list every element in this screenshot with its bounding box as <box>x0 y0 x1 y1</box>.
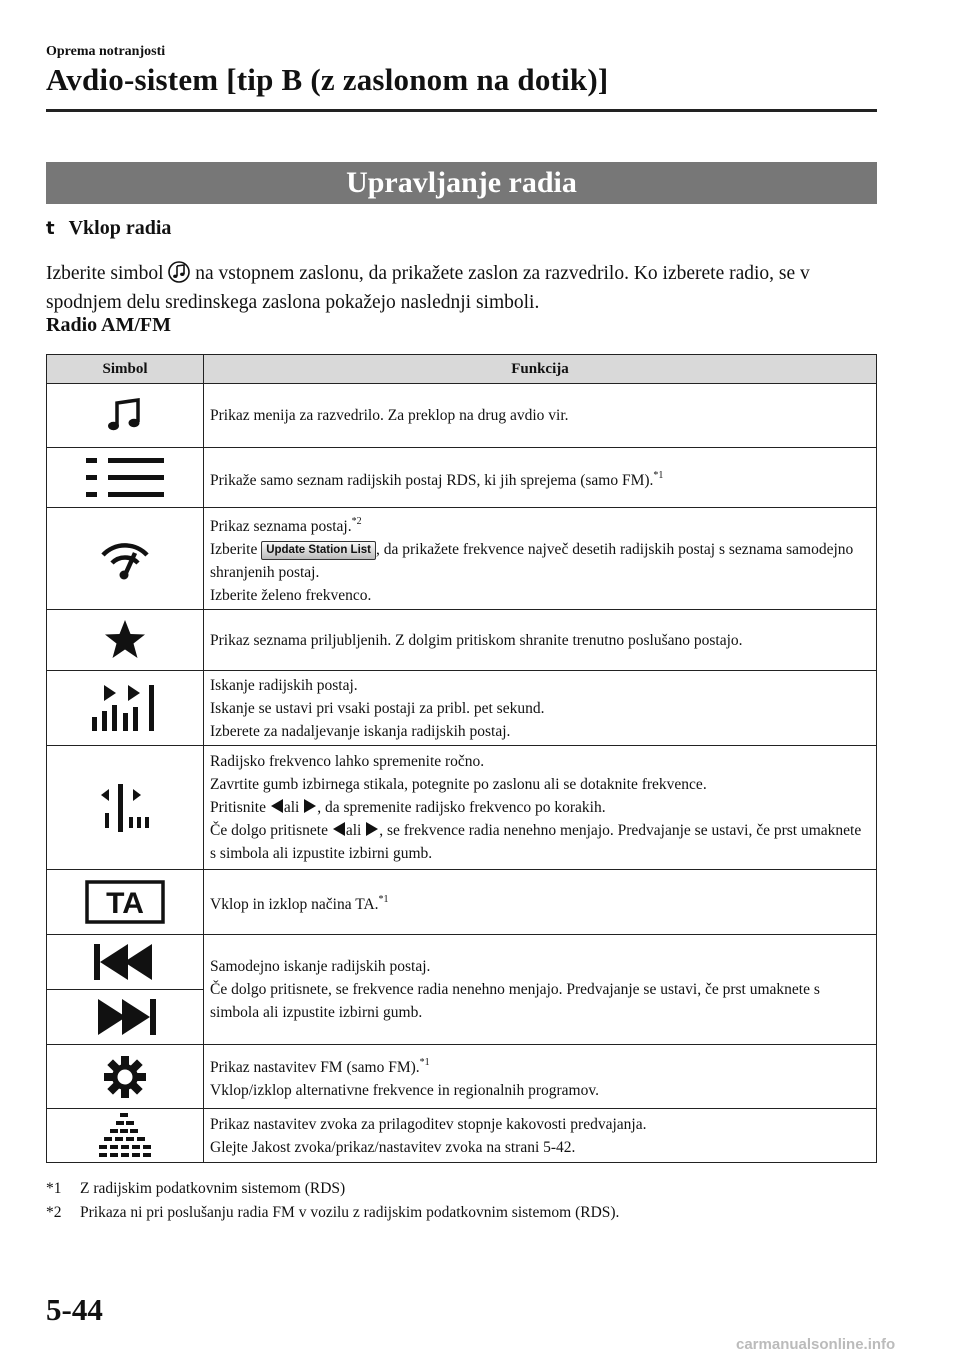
footnote-ref: *1 <box>653 469 664 481</box>
symbol-cell <box>47 610 204 671</box>
row-text: Izberite <box>210 541 258 558</box>
list-icon <box>86 456 164 500</box>
table-row <box>47 1045 877 1109</box>
row-text: Pritisnite <box>210 799 266 816</box>
intro-text-end: na vstopnem zaslonu, da prikažete zaslon za razvedrilo. Ko izberete radio, se v spodnjem delu sredinskega zaslona pokažejo naslednji simboli. <box>46 263 810 313</box>
row-text: Prikaz seznama priljubljenih. Z dolgim pritiskom shranite trenutno poslušano postajo. <box>210 631 743 649</box>
function-cell <box>204 384 877 448</box>
row-text: , da prikažete frekvence največ desetih radijskih postaj s seznama samodejno shranjenih postaj. <box>210 541 854 581</box>
table-row <box>47 870 877 935</box>
footnote-ref: *1 <box>419 1057 430 1068</box>
row-text: Iskanje se ustavi pri vsaki postaji za pribl. pet sekund. <box>210 699 545 717</box>
row-text: ali <box>283 799 300 816</box>
table-row <box>47 746 877 870</box>
table-row <box>47 1109 877 1163</box>
manual-tune-icon <box>100 783 150 833</box>
update-station-list-button: Update Station List <box>261 541 376 560</box>
function-cell <box>204 935 877 1045</box>
skip-forward-icon <box>94 999 156 1035</box>
row-text: Izberete za nadaljevanje iskanja radijskih postaj. <box>210 722 511 740</box>
function-cell <box>204 746 877 870</box>
title-rule <box>46 109 877 112</box>
row-text: , se frekvence radia nenehno menjajo. Predvajanje se ustavi, če prst umaknete s simbola ali izpustite izbirni gumb. <box>210 822 862 862</box>
watermark: carmanualsonline.info <box>736 1336 896 1353</box>
symbol-cell <box>47 1109 204 1163</box>
scan-icon <box>92 684 158 732</box>
footnote-ref: *2 <box>351 516 362 527</box>
arrow-right-icon <box>365 822 379 836</box>
intro-text-start: Izberite simbol <box>46 263 164 284</box>
footnote-ref: *1 <box>378 894 389 905</box>
music-note-icon <box>168 261 190 283</box>
footnote-text: Prikaza ni pri poslušanju radia FM v vozilu z radijskim podatkovnim sistemom (RDS). <box>80 1204 620 1221</box>
symbol-cell <box>47 508 204 610</box>
symbol-cell <box>47 671 204 746</box>
row-text: Vklop/izklop alternativne frekvence in regionalnih programov. <box>210 1082 599 1099</box>
table-row <box>47 671 877 746</box>
footnote-mark: *1 <box>46 1180 62 1197</box>
function-cell <box>204 610 877 671</box>
function-cell <box>204 671 877 746</box>
chapter-banner: Upravljanje radia <box>46 162 877 204</box>
row-text: Vklop in izklop načina TA. <box>210 896 379 913</box>
function-cell <box>204 448 877 508</box>
symbol-cell <box>47 448 204 508</box>
footnote <box>46 1204 619 1222</box>
table-row <box>47 508 877 610</box>
subsection-marker: t <box>46 218 55 239</box>
row-text: Zavrtite gumb izbirnega stikala, potegnite po zaslonu ali se dotaknite frekvence. <box>210 776 707 793</box>
table-label: Radio AM/FM <box>46 314 171 336</box>
page-number: 5-44 <box>46 1292 103 1327</box>
row-text: Izberite želeno frekvenco. <box>210 587 372 604</box>
row-text: Prikaže samo seznam radijskih postaj RDS, ki jih sprejema (samo FM). <box>210 471 654 489</box>
antenna-icon <box>100 537 150 581</box>
row-text: Samodejno iskanje radijskih postaj. <box>210 958 431 975</box>
intro-paragraph <box>46 259 881 317</box>
row-text: Če dolgo pritisnete <box>210 822 328 839</box>
row-text: Prikaz nastavitev zvoka za prilagoditev stopnje kakovosti predvajanja. <box>210 1115 647 1133</box>
table-row <box>47 448 877 508</box>
symbol-cell <box>47 384 204 448</box>
table-header-row <box>47 355 877 384</box>
symbol-cell <box>47 746 204 870</box>
row-text: Prikaz seznama postaj. <box>210 518 352 535</box>
header-symbol: Simbol <box>47 355 204 384</box>
footnote <box>46 1180 345 1198</box>
skip-back-icon <box>94 944 156 980</box>
table-row <box>47 935 877 990</box>
star-icon <box>103 619 147 661</box>
footnote-mark: *2 <box>46 1204 62 1221</box>
gear-icon <box>103 1055 147 1099</box>
symbol-table <box>46 354 877 1163</box>
symbol-cell <box>47 935 204 990</box>
sound-settings-icon <box>98 1113 152 1159</box>
row-text: Če dolgo pritisnete, se frekvence radia nenehno menjajo. Predvajanje se ustavi, če prst umaknete s simbola ali izpustite izbirni gumb. <box>210 981 820 1021</box>
section-title: Oprema notranjosti <box>46 44 166 59</box>
subsection-heading <box>46 217 171 240</box>
symbol-cell <box>47 1045 204 1109</box>
row-text: Prikaz nastavitev FM (samo FM). <box>210 1059 420 1076</box>
music-note-icon <box>105 396 145 436</box>
footnote-text: Z radijskim podatkovnim sistemom (RDS) <box>80 1180 346 1197</box>
ta-icon <box>85 880 165 924</box>
symbol-cell <box>47 870 204 935</box>
symbol-cell <box>47 990 204 1045</box>
ta-icon-label: TA <box>106 887 144 920</box>
header-function: Funkcija <box>204 355 877 384</box>
arrow-left-icon <box>270 799 284 813</box>
row-text: Radijsko frekvenco lahko spremenite ročno. <box>210 753 485 770</box>
page-title: Avdio-sistem [tip B (z zaslonom na dotik)] <box>46 62 609 97</box>
arrow-right-icon <box>303 799 317 813</box>
function-cell <box>204 1045 877 1109</box>
row-text: Glejte Jakost zvoka/prikaz/nastavitev zvoka na strani 5-42. <box>210 1138 576 1156</box>
table-row <box>47 610 877 671</box>
function-cell <box>204 1109 877 1163</box>
row-text: ali <box>345 822 362 839</box>
row-text: Prikaz menija za razvedrilo. Za preklop na drug avdio vir. <box>210 407 569 424</box>
row-text: , da spremenite radijsko frekvenco po korakih. <box>317 799 606 816</box>
function-cell <box>204 870 877 935</box>
row-text: Iskanje radijskih postaj. <box>210 676 358 694</box>
table-row <box>47 384 877 448</box>
function-cell <box>204 508 877 610</box>
subsection-title: Vklop radia <box>68 217 172 239</box>
arrow-left-icon <box>332 822 346 836</box>
